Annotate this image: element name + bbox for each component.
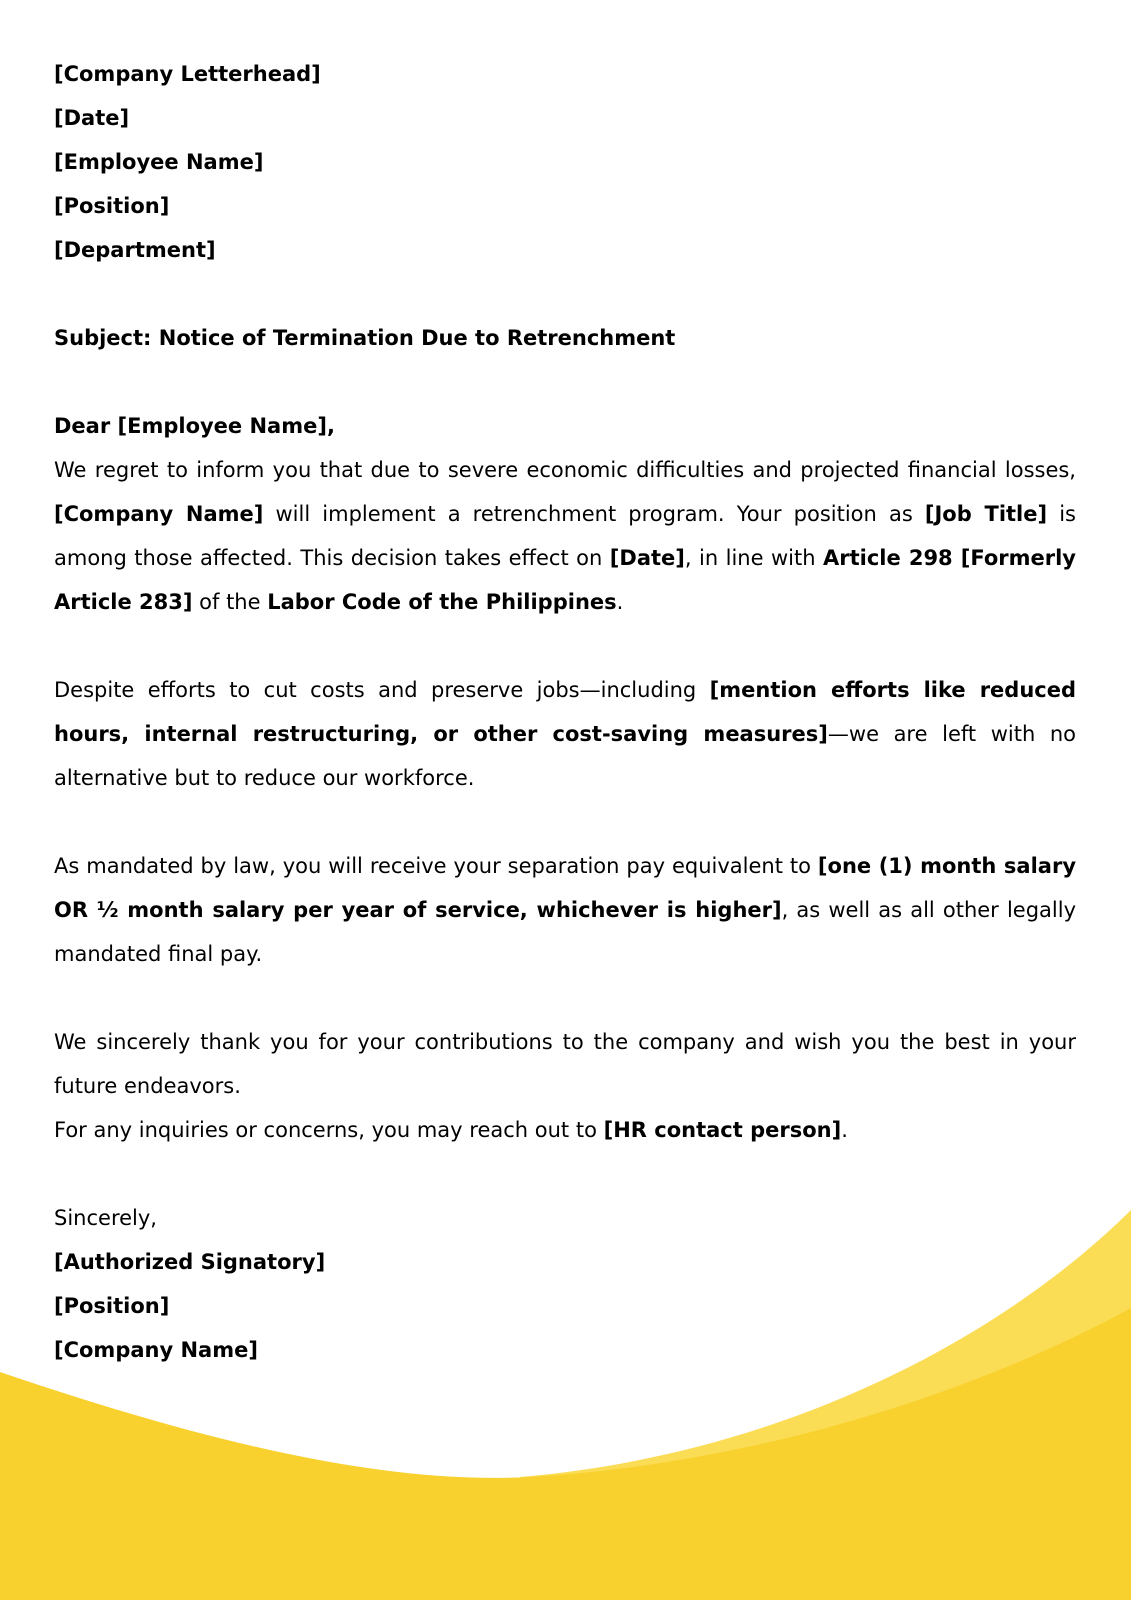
p5-text-2: . — [841, 1118, 848, 1142]
salutation: Dear [Employee Name], — [54, 414, 335, 438]
paragraph-inquiries — [54, 1108, 1076, 1152]
p2-text-2: —we are left with no alternative but to reduce our workforce. — [54, 722, 1076, 790]
p1-labor-code: Labor Code of the Philippines — [267, 590, 617, 614]
closing-signatory: [Authorized Signatory] — [54, 1250, 326, 1274]
p1-text-1: We regret to inform you that due to severe economic difficulties and projected financial losses, — [54, 458, 1076, 482]
p3-pay-terms: [one (1) month salary OR ½ month salary per year of service, whichever is higher] — [54, 854, 1077, 922]
paragraph-cost-efforts — [54, 668, 1076, 800]
p3-text-2: , as well as all other legally mandated final pay. — [54, 898, 1077, 966]
letter-date: [Date] — [54, 106, 130, 130]
p1-text-4: , in line with — [684, 546, 823, 570]
p5-hr-contact: [HR contact person] — [603, 1118, 842, 1142]
p2-efforts: [mention efforts like reduced hours, internal restructuring, or other cost-saving measures] — [54, 678, 1076, 746]
recipient-department: [Department] — [54, 238, 216, 262]
paragraph-thanks: We sincerely thank you for your contributions to the company and wish you the best in your future endeavors. — [54, 1030, 1076, 1098]
p1-effective-date: [Date] — [609, 546, 685, 570]
letter-body — [54, 52, 1076, 1372]
recipient-position: [Position] — [54, 194, 170, 218]
p1-company-name: [Company Name] — [54, 502, 264, 526]
recipient-name: [Employee Name] — [54, 150, 264, 174]
p1-text-2: will implement a retrenchment program. Your position as — [263, 502, 925, 526]
p3-text-1: As mandated by law, you will receive your separation pay equivalent to — [54, 854, 818, 878]
closing-sincerely: Sincerely, — [54, 1206, 157, 1230]
p2-text-1: Despite efforts to cut costs and preserve jobs—including — [54, 678, 710, 702]
closing-company: [Company Name] — [54, 1338, 258, 1362]
company-letterhead: [Company Letterhead] — [54, 62, 321, 86]
p1-job-title: [Job Title] — [924, 502, 1048, 526]
p1-text-5: of the — [192, 590, 268, 614]
paragraph-separation-pay — [54, 844, 1076, 976]
closing-position: [Position] — [54, 1294, 170, 1318]
p1-article-reference: Article 298 [Formerly Article 283] — [54, 546, 1077, 614]
p1-text-3: is among those affected. This decision takes effect on — [54, 502, 1076, 570]
p5-text-1: For any inquiries or concerns, you may reach out to — [54, 1118, 604, 1142]
p1-text-6: . — [616, 590, 624, 614]
paragraph-retrenchment-notice — [54, 448, 1076, 624]
subject-line: Subject: Notice of Termination Due to Retrenchment — [54, 326, 676, 350]
